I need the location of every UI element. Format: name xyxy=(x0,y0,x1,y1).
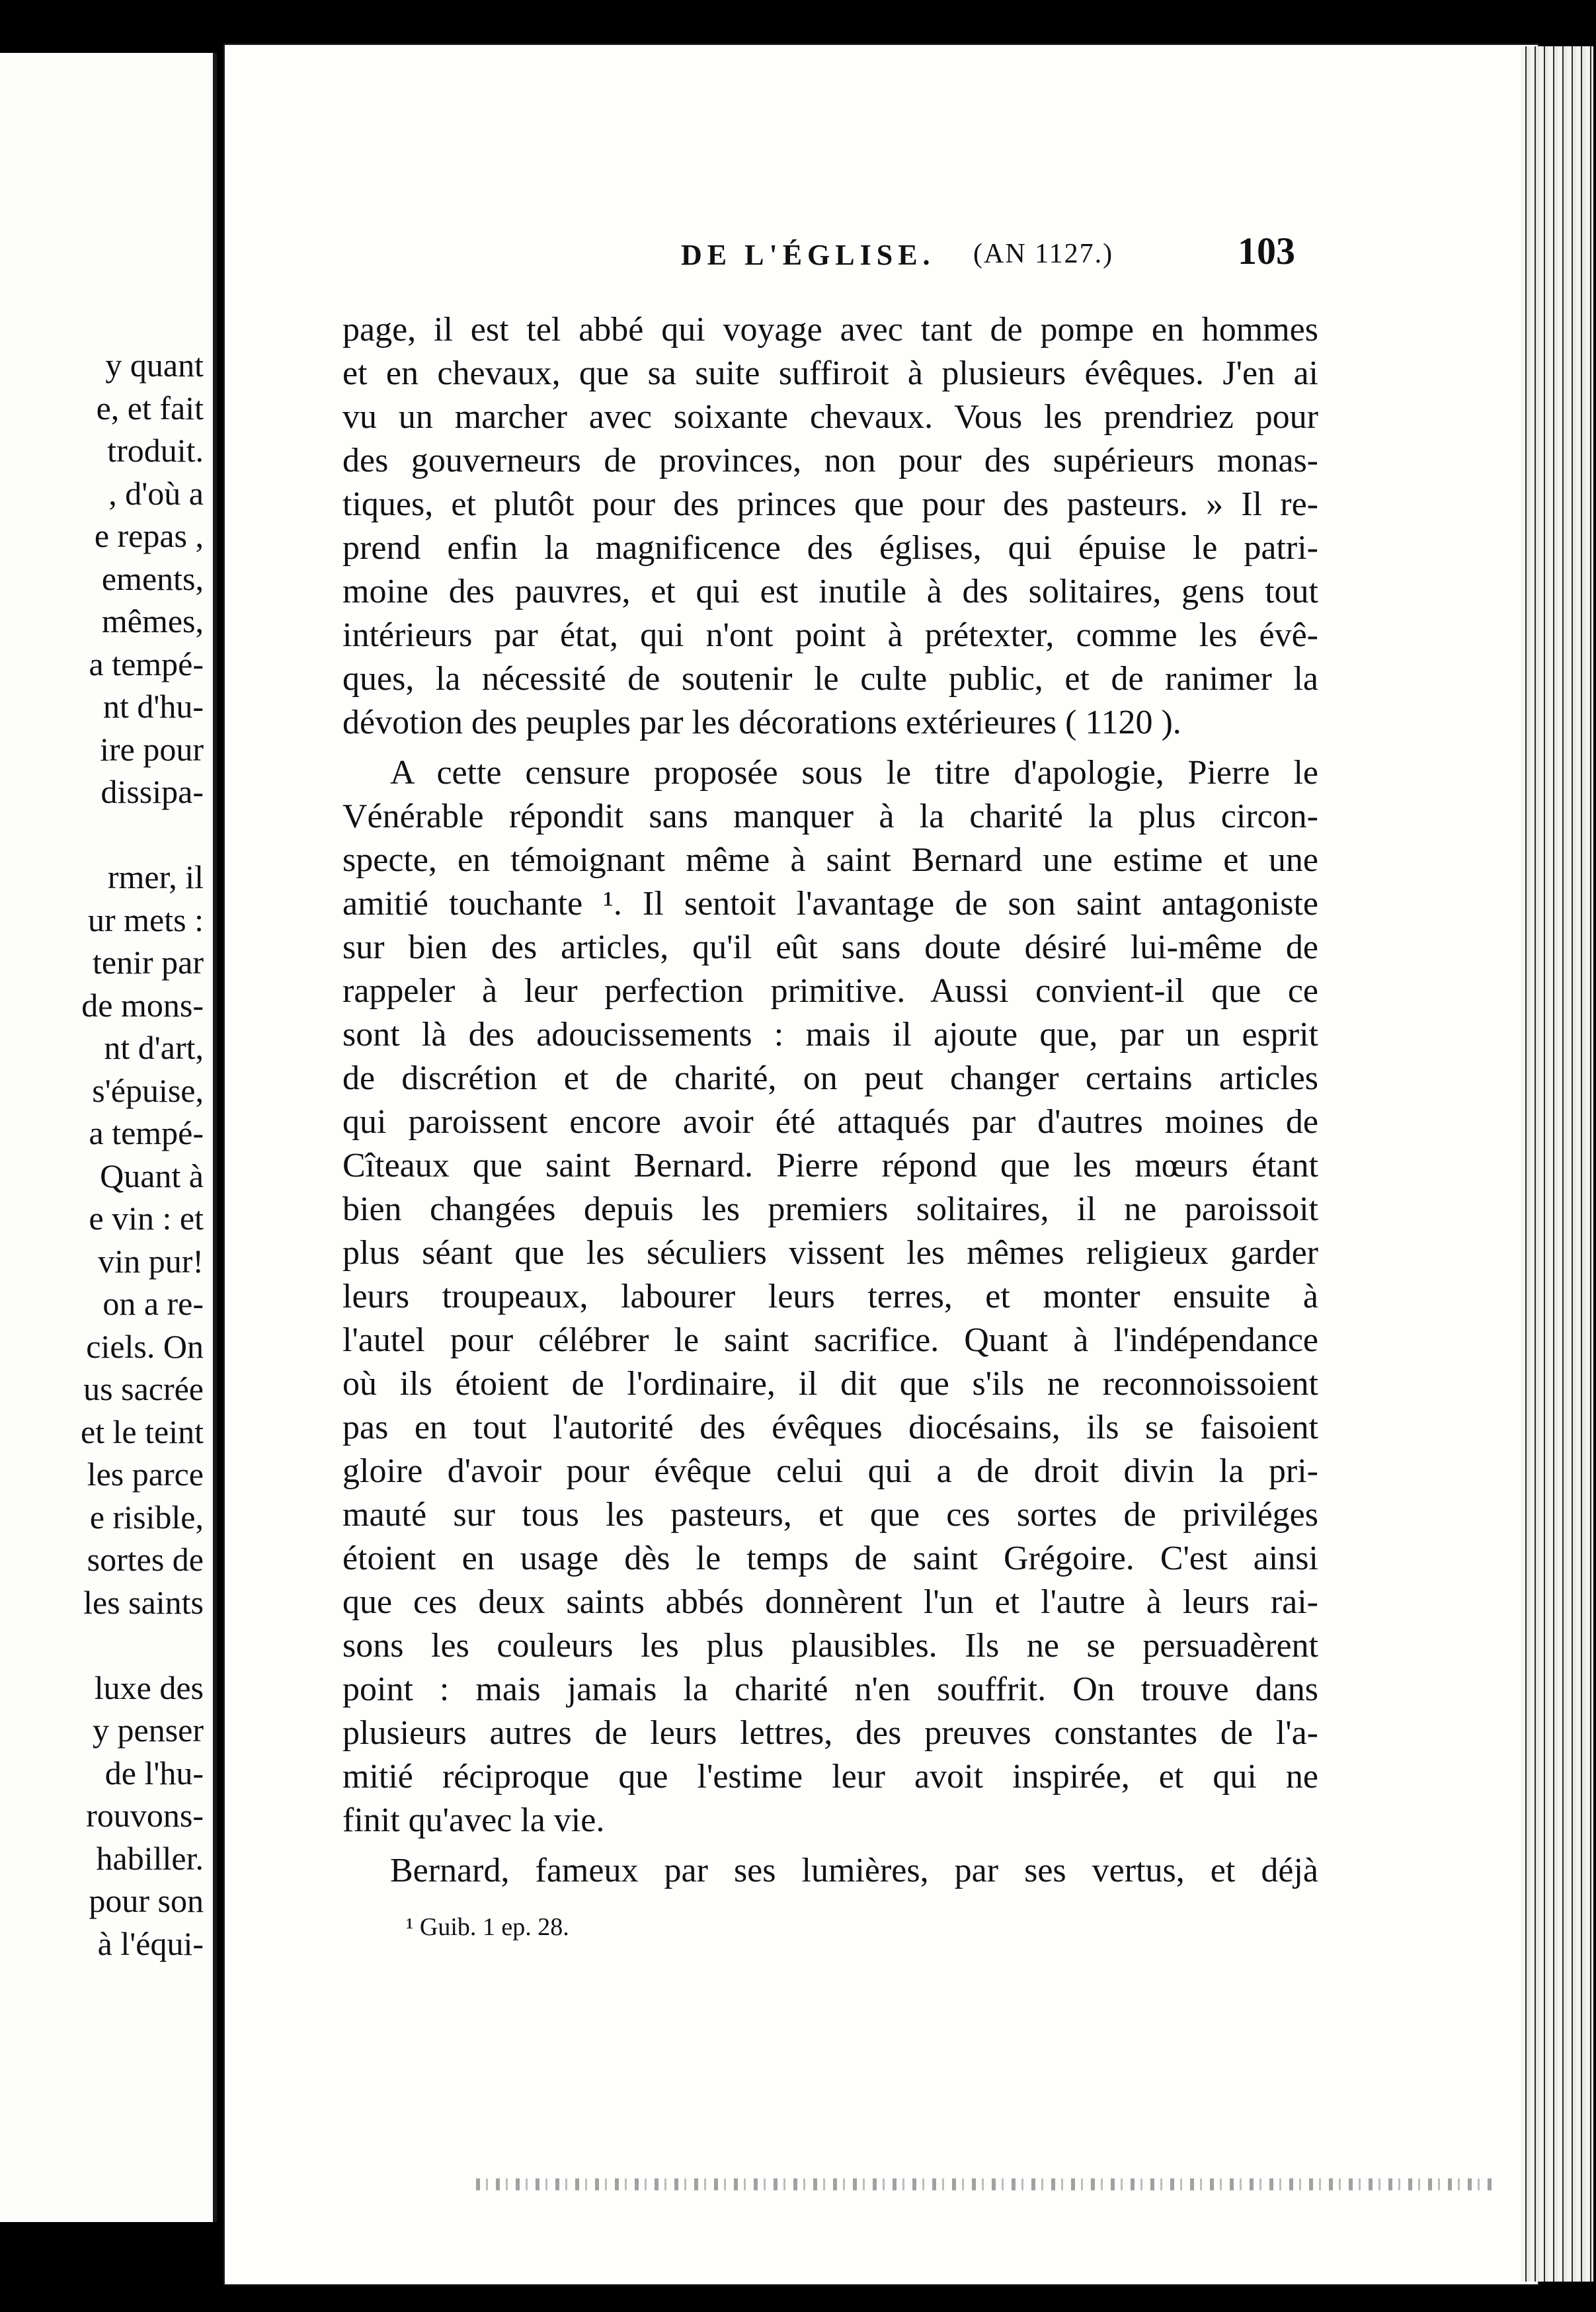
left-page-line: nt d'art, xyxy=(104,1029,204,1066)
left-page-line: de mons- xyxy=(81,986,204,1024)
text-line: vu un marcher avec soixante chevaux. Vous les prendriez pour xyxy=(342,398,1318,436)
text-line: étoient en usage dès le temps de saint Grégoire. C'est ainsi xyxy=(342,1540,1318,1577)
text-line: Bernard, fameux par ses lumières, par ses vertus, et déjà xyxy=(390,1852,1318,1889)
text-line: rappeler à leur perfection primitive. Aussi convient-il que ce xyxy=(342,972,1318,1010)
text-line: sont là des adoucissements : mais il ajoute que, par un esprit xyxy=(342,1016,1318,1053)
left-page-line: sortes de xyxy=(87,1541,204,1578)
text-line: l'autel pour célébrer le saint sacrifice. Quant à l'indépendance xyxy=(342,1321,1318,1359)
left-page-line: us sacrée xyxy=(83,1370,204,1407)
text-line: et en chevaux, que sa suite suffiroit à plusieurs évêques. J'en ai xyxy=(342,354,1318,392)
left-page-line: pour son xyxy=(89,1882,204,1919)
text-line: des gouverneurs de provinces, non pour des supérieurs monas- xyxy=(342,442,1318,479)
left-page-text xyxy=(81,344,204,1965)
text-line: Vénérable répondit sans manquer à la charité la plus circon- xyxy=(342,798,1318,835)
left-page-line: s'épuise, xyxy=(92,1071,204,1109)
left-page-line: de l'hu- xyxy=(104,1754,204,1792)
text-line: ques, la nécessité de soutenir le culte public, et de ranimer la xyxy=(342,660,1318,698)
left-page-line: on a re- xyxy=(102,1285,204,1322)
left-page-line: troduit. xyxy=(107,432,204,469)
text-line: prend enfin la magnificence des églises, qui épuise le patri- xyxy=(342,529,1318,567)
left-page-line xyxy=(81,1624,204,1667)
left-page-line: les parce xyxy=(87,1456,204,1493)
left-page-line: dissipa- xyxy=(100,773,204,810)
text-line: de discrétion et de charité, on peut changer certains articles xyxy=(342,1059,1318,1097)
left-page-line: luxe des xyxy=(94,1669,204,1706)
text-line: pas en tout l'autorité des évêques diocésains, ils se faisoient xyxy=(342,1409,1318,1446)
text-line: que ces deux saints abbés donnèrent l'un et l'autre à leurs rai- xyxy=(342,1583,1318,1621)
running-head-year: (AN 1127.) xyxy=(973,239,1114,269)
text-line: tiques, et plutôt pour des princes que pour des pasteurs. » Il re- xyxy=(342,485,1318,523)
left-page-line: , d'où a xyxy=(108,474,204,512)
left-page-line: rmer, il xyxy=(107,858,204,895)
left-page-line: les saints xyxy=(83,1583,204,1621)
left-page-line: vin pur! xyxy=(98,1242,204,1280)
page-number: 103 xyxy=(1238,229,1295,272)
left-page-line: y penser xyxy=(93,1712,204,1749)
main-page xyxy=(223,44,1539,2286)
left-page-line: e, et fait xyxy=(96,389,204,427)
paragraph-gap xyxy=(342,745,1318,751)
text-line: plusieurs autres de leurs lettres, des preuves constantes de l'a- xyxy=(342,1714,1318,1752)
book-edge xyxy=(1521,46,1593,2282)
text-line: gloire d'avoir pour évêque celui qui a de droit divin la pri- xyxy=(342,1452,1318,1490)
text-line: moine des pauvres, et qui est inutile à des solitaires, gens tout xyxy=(342,573,1318,610)
text-line: finit qu'avec la vie. xyxy=(342,1801,605,1839)
left-page-line: ciels. On xyxy=(86,1327,204,1365)
text-line: page, il est tel abbé qui voyage avec tant de pompe en hommes xyxy=(342,311,1318,349)
left-page-line: ire pour xyxy=(100,730,204,768)
text-line: bien changées depuis les premiers solitaires, il ne paroissoit xyxy=(342,1190,1318,1228)
left-page-line: Quant à xyxy=(100,1157,204,1194)
text-line: mauté sur tous les pasteurs, et que ces sortes de priviléges xyxy=(342,1496,1318,1534)
text-line: Cîteaux que saint Bernard. Pierre répond que les mœurs étant xyxy=(342,1147,1318,1184)
text-line: point : mais jamais la charité n'en souffrit. On trouve dans xyxy=(342,1671,1318,1708)
left-page-line: à l'équi- xyxy=(97,1924,204,1962)
footnote: ¹ Guib. 1 ep. 28. xyxy=(406,1913,569,1941)
page-edge-noise xyxy=(476,2178,1494,2190)
left-page-line: y quant xyxy=(105,347,204,384)
text-line: mitié réciproque que l'estime leur avoit inspirée, et qui ne xyxy=(342,1758,1318,1796)
text-line: où ils étoient de l'ordinaire, il dit que s'ils ne reconnoissoient xyxy=(342,1365,1318,1403)
left-page-line: e vin : et xyxy=(89,1200,204,1237)
left-page-line: e repas , xyxy=(94,517,204,554)
left-page-line: nt d'hu- xyxy=(102,688,204,725)
left-page-line: habiller. xyxy=(96,1839,204,1877)
left-page-line: e risible, xyxy=(89,1498,204,1536)
left-page-line: a tempé- xyxy=(89,645,204,682)
running-head-title: DE L'ÉGLISE. xyxy=(681,239,936,271)
running-head xyxy=(223,224,1539,276)
text-line: specte, en témoignant même à saint Bernard une estime et une xyxy=(342,841,1318,879)
left-page-line: mêmes, xyxy=(101,602,204,640)
paragraph-gap xyxy=(342,1842,1318,1849)
text-line: leurs troupeaux, labourer leurs terres, et monter ensuite à xyxy=(342,1278,1318,1315)
left-page-line: ements, xyxy=(101,559,204,597)
left-page-line: et le teint xyxy=(80,1413,204,1450)
text-line: A cette censure proposée sous le titre d'apologie, Pierre le xyxy=(390,754,1318,792)
text-line: sur bien des articles, qu'il eût sans doute désiré lui-même de xyxy=(342,929,1318,966)
left-page-line: rouvons- xyxy=(86,1797,204,1834)
body-text xyxy=(342,308,1318,1893)
left-page-line: tenir par xyxy=(93,944,204,981)
text-line: amitié touchante ¹. Il sentoit l'avantage de son saint antagoniste xyxy=(342,885,1318,923)
left-facing-page xyxy=(0,53,217,2222)
text-line: qui paroissent encore avoir été attaqués par d'autres moines de xyxy=(342,1103,1318,1141)
text-line: intérieurs par état, qui n'ont point à prétexter, comme les évê- xyxy=(342,616,1318,654)
left-page-line: a tempé- xyxy=(89,1114,204,1151)
left-page-line: ur mets : xyxy=(88,901,204,938)
text-line: sons les couleurs les plus plausibles. Ils ne se persuadèrent xyxy=(342,1627,1318,1665)
left-page-line xyxy=(81,813,204,856)
text-line: dévotion des peuples par les décorations extérieures ( 1120 ). xyxy=(342,704,1181,741)
text-line: plus séant que les séculiers vissent les mêmes religieux garder xyxy=(342,1234,1318,1272)
